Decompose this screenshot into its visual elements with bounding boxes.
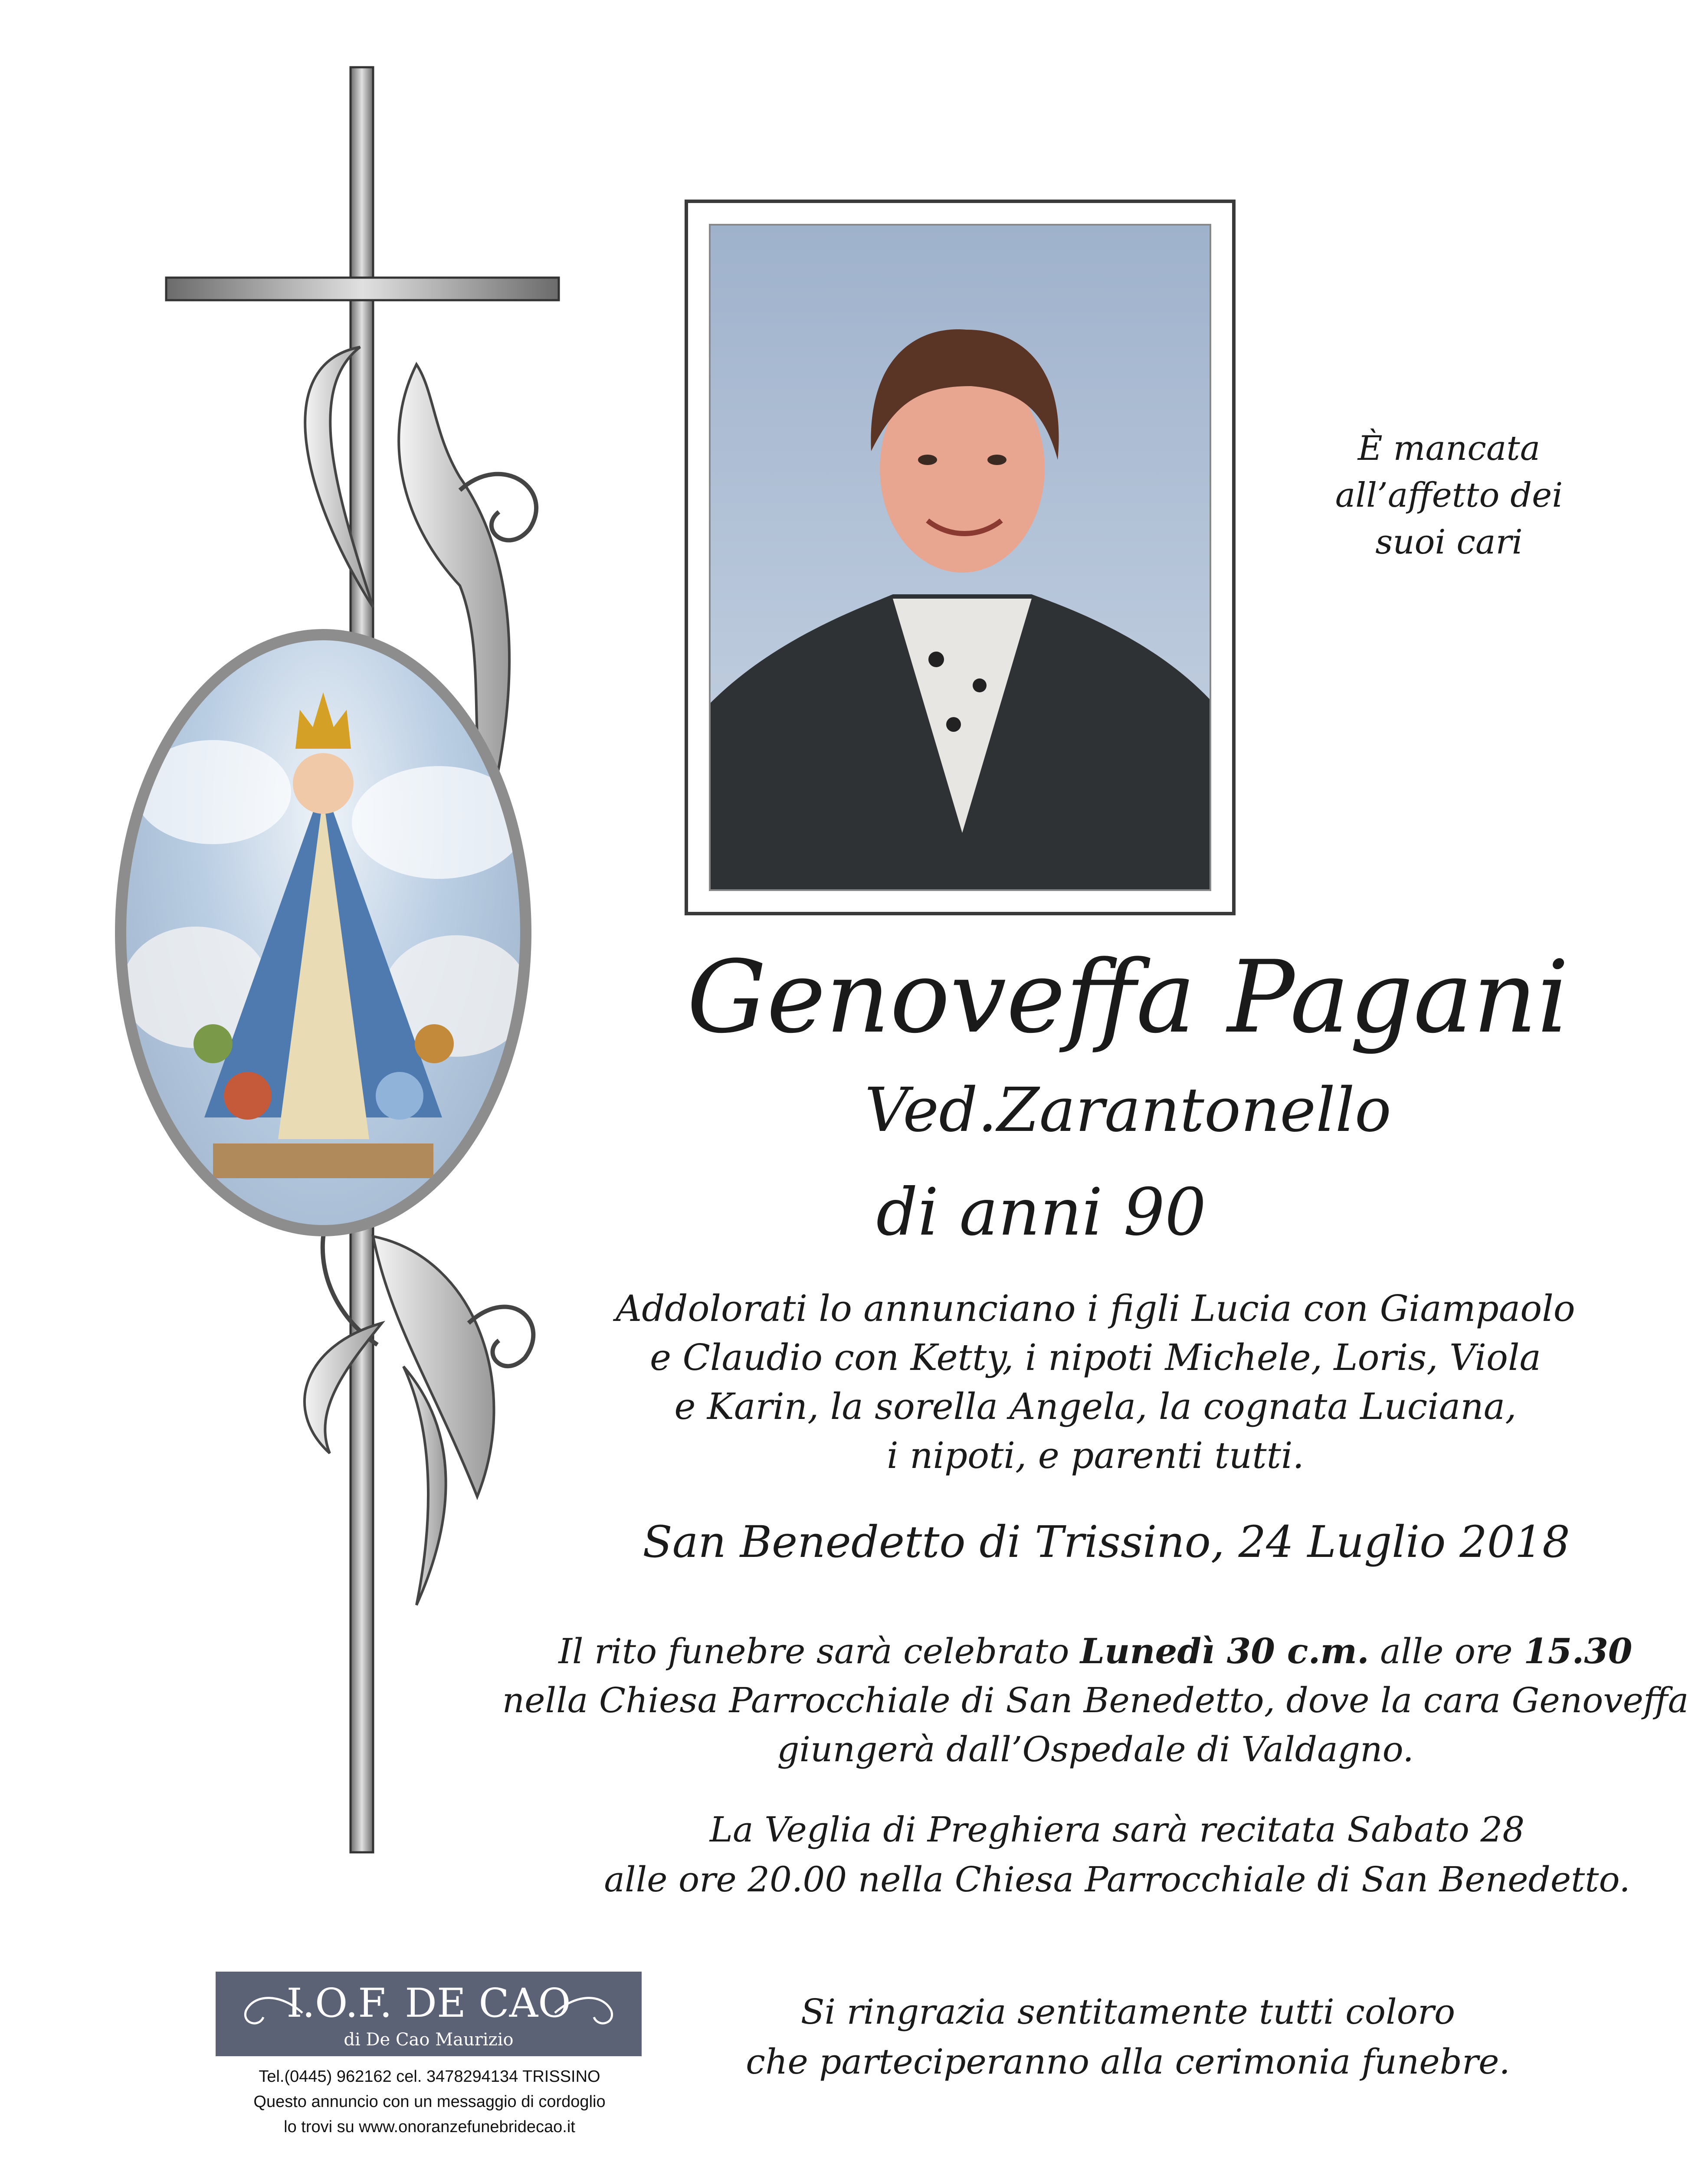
family-announcement [586, 1284, 1605, 1480]
place-date: San Benedetto di Trissino, 24 Luglio 2018 [643, 1517, 1570, 1567]
madonna-medallion [115, 629, 531, 1236]
side-note-line: È mancata [1357, 429, 1541, 468]
agency-note: Questo annuncio con un messaggio di cordoglio [253, 2093, 606, 2111]
agency-phone: Tel.(0445) 962162 cel. 3478294134 TRISSINO [259, 2067, 600, 2086]
agency-name: I.O.F. DE CAO [286, 1980, 571, 2026]
vigil-line: alle ore 20.00 nella Chiesa Parrocchiale di San Benedetto. [604, 1859, 1630, 1900]
funeral-mid: alle ore [1369, 1631, 1524, 1671]
family-line: i nipoti, e parenti tutti. [887, 1435, 1304, 1477]
thanks-note [716, 1987, 1540, 2087]
portrait-frame [685, 200, 1236, 915]
side-note-line: all’affetto dei [1335, 476, 1563, 515]
side-note [1328, 425, 1570, 566]
agency-website: lo trovi su www.onoranzefunebridecao.it [284, 2118, 575, 2136]
funeral-time: 15.30 [1524, 1631, 1633, 1671]
age: di anni 90 [876, 1175, 1206, 1250]
woman-portrait-icon [711, 226, 1211, 891]
family-line: e Karin, la sorella Angela, la cognata Luciana, [674, 1386, 1517, 1428]
agency-contacts [204, 2064, 655, 2140]
funeral-line: nella Chiesa Parrocchiale di San Benedetto, dove la cara Genoveffa [502, 1680, 1689, 1720]
agency-logo [216, 1972, 642, 2056]
thanks-line: che parteciperanno alla cerimonia funebre. [746, 2041, 1510, 2082]
portrait-photo [709, 224, 1211, 891]
family-line: Addolorati lo annunciano i figli Lucia con Giampaolo [616, 1288, 1575, 1330]
funeral-line [499, 1627, 1692, 1676]
family-line: e Claudio con Ketty, i nipoti Michele, Loris, Viola [649, 1337, 1541, 1379]
funeral-pre: Il rito funebre sarà celebrato [558, 1631, 1080, 1671]
deceased-name: Genoveffa Pagani [687, 940, 1569, 1055]
side-note-line: suoi cari [1375, 523, 1523, 562]
maiden-name: Ved.Zarantonello [865, 1075, 1391, 1146]
madonna-image-icon [126, 640, 520, 1225]
funeral-day: Lunedì 30 c.m. [1080, 1631, 1369, 1671]
funeral-line: giungerà dall’Ospedale di Valdagno. [777, 1729, 1414, 1769]
agency-owner: di De Cao Maurizio [344, 2030, 514, 2050]
vigil-line: La Veglia di Preghiera sarà recitata Sabato 28 [709, 1809, 1525, 1850]
vigil-info [542, 1805, 1692, 1904]
funeral-info [499, 1627, 1692, 1774]
thanks-line: Si ringrazia sentitamente tutti coloro [800, 1992, 1456, 2032]
